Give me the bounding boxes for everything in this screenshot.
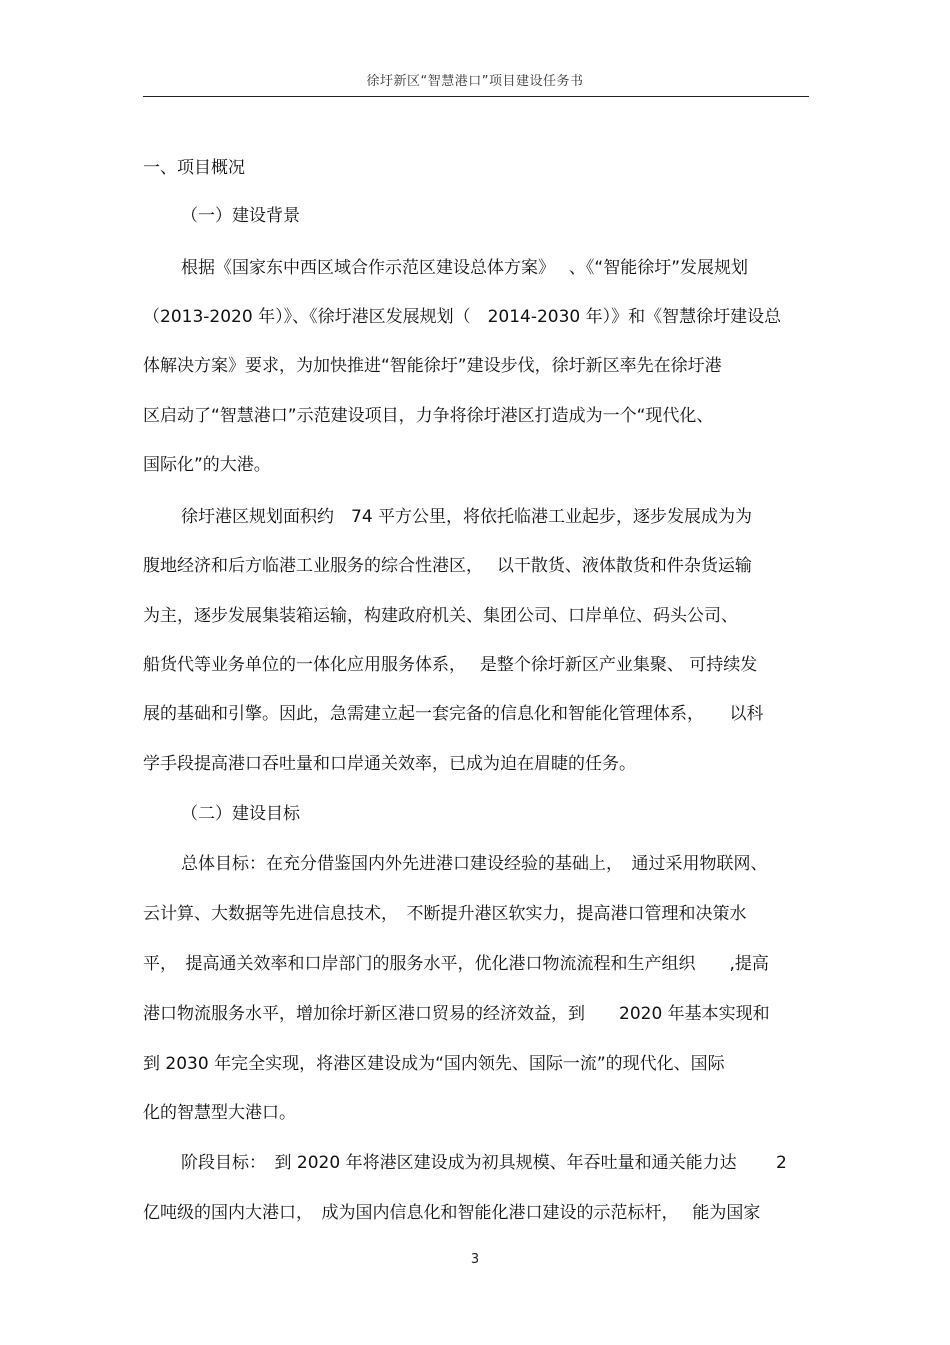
page-header-title: 徐圩新区“智慧港口”项目建设任务书 (366, 74, 584, 89)
paragraph-line: 国际化”的大港。 (143, 455, 271, 475)
paragraph-line: 根据《国家东中西区域合作示范区建设总体方案》 、《“智能徐圩”发展规划 (181, 258, 749, 278)
paragraph-line: 腹地经济和后方临港工业服务的综合性港区， 以干散货、液体散货和件杂货运输 (143, 556, 752, 576)
paragraph-line: 化的智慧型大港口。 (143, 1103, 296, 1123)
paragraph-line: 阶段目标： 到 2020 年将港区建设成为初具规模、年吞吐量和通关能力达 2 (181, 1153, 787, 1173)
subsection-heading: （一）建设背景 (181, 206, 300, 226)
paragraph-line: 亿吨级的国内大港口， 成为国内信息化和智能化港口建设的示范标杆， 能为国家 (143, 1203, 761, 1223)
paragraph-line: 到 2030 年完全实现，将港区建设成为“国内领先、国际一流”的现代化、国际 (143, 1054, 725, 1074)
paragraph-line: 为主，逐步发展集装箱运输，构建政府机关、集团公司、口岸单位、码头公司、 (143, 606, 738, 626)
section-heading: 一、项目概况 (143, 158, 245, 178)
paragraph-line: 展的基础和引擎。因此，急需建立起一套完备的信息化和智能化管理体系， 以科 (143, 704, 764, 724)
paragraph-line: （2013-2020 年）》、《徐圩港区发展规划（ 2014-2030 年）》和《智慧徐圩建设总 (143, 307, 782, 327)
paragraph-line: 总体目标：在充分借鉴国内外先进港口建设经验的基础上， 通过采用物联网、 (181, 854, 768, 874)
header-divider (143, 96, 809, 97)
paragraph-line: 学手段提高港口吞吐量和口岸通关效率，已成为迫在眉睫的任务。 (143, 754, 636, 774)
paragraph-line: 徐圩港区规划面积约 74 平方公里，将依托临港工业起步，逐步发展成为为 (181, 507, 753, 527)
paragraph-line: 船货代等业务单位的一体化应用服务体系， 是整个徐圩新区产业集聚、 可持续发 (143, 655, 758, 675)
paragraph-line: 体解决方案》要求，为加快推进“智能徐圩”建设步伐，徐圩新区率先在徐圩港 (143, 356, 722, 376)
paragraph-line: 平， 提高通关效率和口岸部门的服务水平，优化港口物流流程和生产组织 ,提高 (143, 954, 769, 974)
page-number: 3 (470, 1252, 480, 1267)
paragraph-line: 云计算、大数据等先进信息技术， 不断提升港区软实力，提高港口管理和决策水 (143, 904, 747, 924)
subsection-heading: （二）建设目标 (181, 804, 300, 824)
paragraph-line: 区启动了“智慧港口”示范建设项目，力争将徐圩港区打造成为一个“现代化、 (143, 406, 714, 426)
paragraph-line: 港口物流服务水平，增加徐圩新区港口贸易的经济效益，到 2020 年基本实现和 (143, 1004, 770, 1024)
